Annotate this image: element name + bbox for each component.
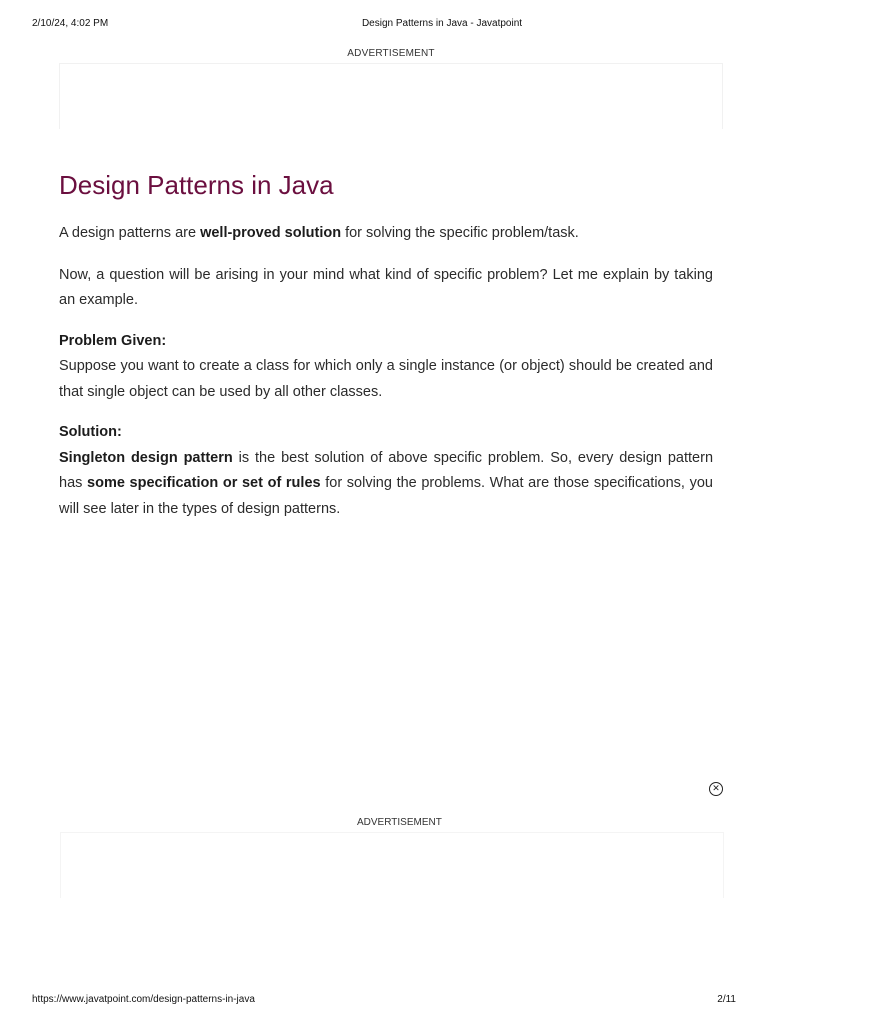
close-icon[interactable]: ✕ <box>709 782 723 796</box>
article-title: Design Patterns in Java <box>59 170 334 200</box>
advertisement-slot-top[interactable] <box>59 63 723 129</box>
problem-heading: Problem Given: <box>59 332 167 349</box>
question-paragraph: Now, a question will be arising in your mind what kind of specific problem? Let me explain by taking an example. <box>59 266 713 308</box>
intro-text-after: for solving the specific problem/task. <box>341 225 579 241</box>
solution-bold-rules: some specification or set of rules <box>87 475 321 491</box>
solution-text-1: is the best solution of above specific problem. So, every design pattern has <box>59 449 714 491</box>
solution-text-2: for solving the problems. What are those specifications, you will see later in the types of design patterns. <box>59 475 713 517</box>
solution-bold-pattern: Singleton design pattern <box>59 449 233 466</box>
intro-text-before: A design patterns are <box>59 225 201 241</box>
print-url: https://www.javatpoint.com/design-patterns-in-java <box>32 994 255 1005</box>
solution-heading: Solution: <box>59 424 122 440</box>
print-page-title: Design Patterns in Java - Javatpoint <box>361 18 523 29</box>
print-page-number: 2/11 <box>717 994 736 1005</box>
intro-paragraph <box>59 221 713 247</box>
advertisement-label-bottom: ADVERTISEMENT <box>357 817 442 828</box>
intro-bold-text: well-proved solution <box>200 225 342 241</box>
solution-paragraph <box>59 446 713 523</box>
advertisement-slot-bottom[interactable] <box>60 832 724 898</box>
problem-paragraph: Suppose you want to create a class for which only a single instance (or object) should be created and that single object can be used by all other classes. <box>59 358 713 400</box>
article-body <box>59 164 713 522</box>
advertisement-label-top: ADVERTISEMENT <box>347 48 435 59</box>
print-datetime: 2/10/24, 4:02 PM <box>32 18 109 29</box>
